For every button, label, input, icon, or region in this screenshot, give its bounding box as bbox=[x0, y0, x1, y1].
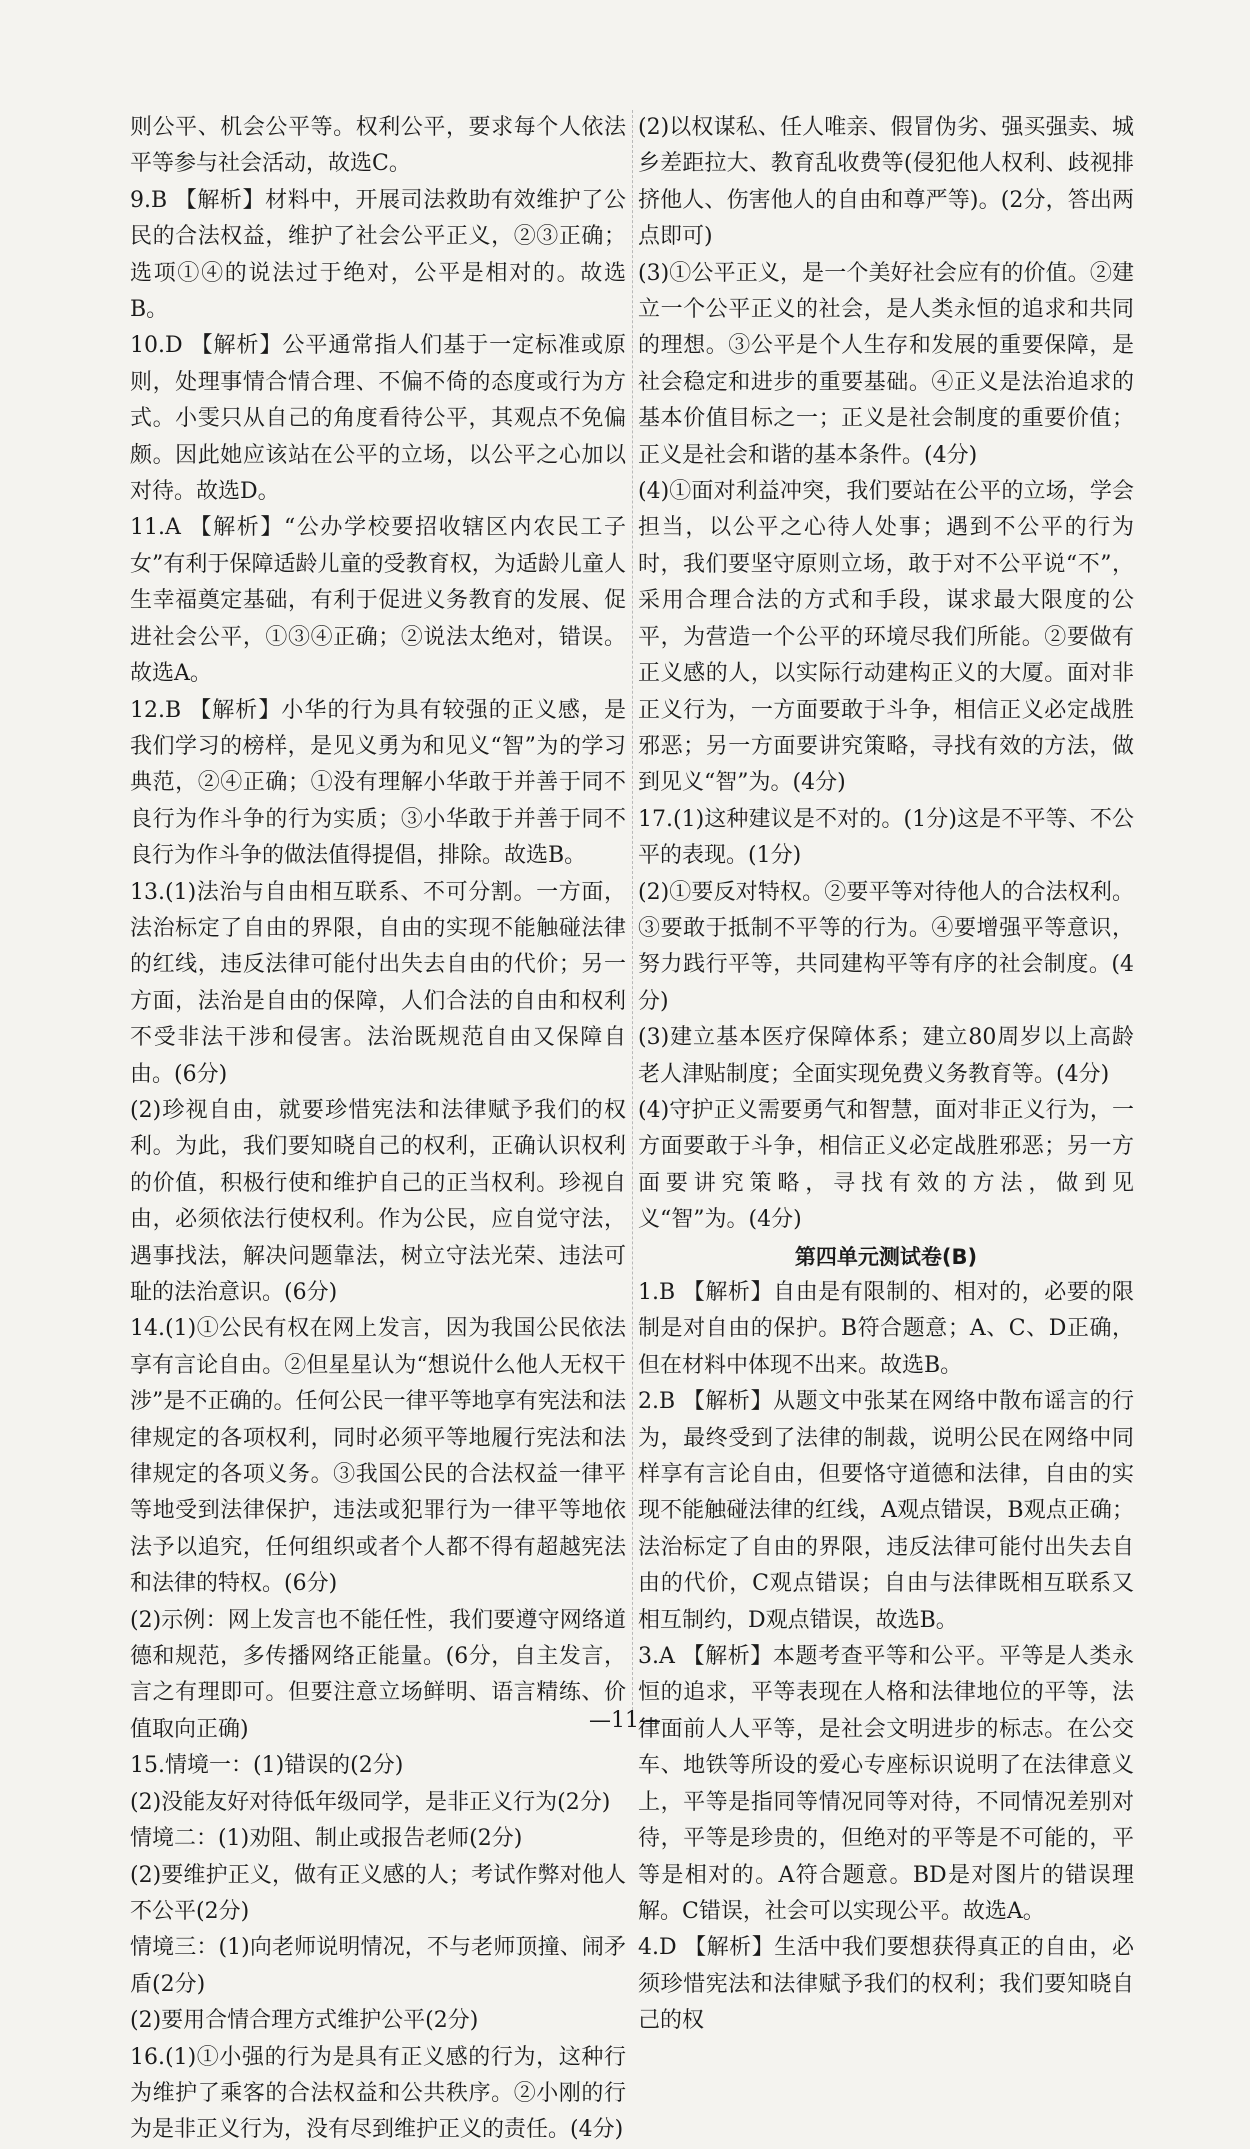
answer-9: 9.B 【解析】材料中，开展司法救助有效维护了公民的合法权益，维护了社会公平正义，②③正确；选项①④的说法过于绝对，公平是相对的。故选B。 bbox=[130, 187, 626, 323]
answer-15-scene3-1: 情境三：(1)向老师说明情况，不与老师顶撞、闹矛盾(2分) bbox=[130, 1935, 626, 1997]
answer-11: 11.A 【解析】“公办学校要招收辖区内农民工子女”有利于保障适龄儿童的受教育权，为适龄儿童人生幸福奠定基础，有利于促进义务教育的发展、促进社会公平，①③④正确；②说法太绝对，错误。故选A。 bbox=[130, 515, 626, 687]
answer-b-2: 2.B 【解析】从题文中张某在网络中散布谣言的行为，最终受到了法律的制裁，说明公民在网络中同样享有言论自由，但要恪守道德和法律，自由的实现不能触碰法律的红线，A观点错误，B观点正确；法治标定了自由的界限，违反法律可能付出失去自由的代价，C观点错误；自由与法律既相互联系又相互制约，D观点错误，故选B。 bbox=[638, 1389, 1134, 1633]
answer-12: 12.B 【解析】小华的行为具有较强的正义感，是我们学习的榜样，是见义勇为和见义“智”为的学习典范，②④正确；①没有理解小华敢于并善于同不良行为作斗争的行为实质；③小华敢于并善于同不良行为作斗争的做法值得提倡，排除。故选B。 bbox=[130, 697, 626, 869]
answer-b-1: 1.B 【解析】自由是有限制的、相对的，必要的限制是对自由的保护。B符合题意；A、C、D正确，但在材料中体现不出来。故选B。 bbox=[638, 1280, 1134, 1378]
answer-14-1: 14.(1)①公民有权在网上发言，因为我国公民依法享有言论自由。②但星星认为“想说什么他人无权干涉”是不正确的。任何公民一律平等地享有宪法和法律规定的各项权利，同时必须平等地履行宪法和法律规定的各项义务。③我国公民的合法权益一律平等地受到法律保护，违法或犯罪行为一律平等地依法予以追究，任何组织或者个人都不得有超越宪法和法律的特权。(6分) bbox=[130, 1316, 626, 1597]
answer-15-scene1-2: (2)没能友好对待低年级同学，是非正义行为(2分) bbox=[130, 1789, 611, 1815]
answer-15-scene3-2: (2)要用合情合理方式维护公平(2分) bbox=[130, 2008, 479, 2034]
answer-16-1: 16.(1)①小强的行为是具有正义感的行为，这种行为维护了乘客的合法权益和公共秩序。②小刚的行为是非正义行为，没有尽到维护正义的责任。(4分) bbox=[130, 2044, 626, 2143]
answer-17-4: (4)守护正义需要勇气和智慧，面对非正义行为，一方面要敢于斗争，相信正义必定战胜邪恶；另一方面要讲究策略，寻找有效的方法，做到见义“智”为。(4分) bbox=[638, 1097, 1134, 1233]
answer-17-2: (2)①要反对特权。②要平等对待他人的合法权利。③要敢于抵制不平等的行为。④要增强平等意识，努力践行平等，共同建构平等有序的社会制度。(4分) bbox=[638, 879, 1134, 1014]
answer-16-4: (4)①面对利益冲突，我们要站在公平的立场，学会担当，以公平之心待人处事；遇到不公平的行为时，我们要坚守原则立场，敢于对不公平说“不”，采用合理合法的方式和手段，谋求最大限度的公平，为营造一个公平的环境尽我们所能。②要做有正义感的人，以实际行动建构正义的大厦。面对非正义行为，一方面要敢于斗争，相信正义必定战胜邪恶；另一方面要讲究策略，寻找有效的方法，做到见义“智”为。(4分) bbox=[638, 479, 1134, 796]
answer-13-1: 13.(1)法治与自由相互联系、不可分割。一方面，法治标定了自由的界限，自由的实现不能触碰法律的红线，违反法律可能付出失去自由的代价；另一方面，法治是自由的保障，人们合法的自由和权利不受非法干涉和侵害。法治既规范自由又保障自由。(6分) bbox=[130, 879, 626, 1087]
answer-15-scene2-2: (2)要维护正义，做有正义感的人；考试作弊对他人不公平(2分) bbox=[130, 1862, 626, 1924]
answer-13-2: (2)珍视自由，就要珍惜宪法和法律赋予我们的权利。为此，我们要知晓自己的权利，正确认识权利的价值，积极行使和维护自己的正当权利。珍视自由，必须依法行使权利。作为公民，应自觉守法，遇事找法，解决问题靠法，树立守法光荣、违法可耻的法治意识。(6分) bbox=[130, 1097, 626, 1305]
right-column bbox=[638, 110, 1134, 2040]
answer-16-2: (2)以权谋私、任人唯亲、假冒伪劣、强买强卖、城乡差距拉大、教育乱收费等(侵犯他人权利、歧视排挤他人、伤害他人的自由和尊严等)。(2分，答出两点即可) bbox=[638, 115, 1134, 250]
answer-b-3: 3.A 【解析】本题考查平等和公平。平等是人类永恒的追求，平等表现在人格和法律地位的平等，法律面前人人平等，是社会文明进步的标志。在公交车、地铁等所设的爱心专座标识说明了在法律意义上，平等是指同等情况同等对待，不同情况差别对待，平等是珍贵的，但绝对的平等是不可能的，平等是相对的。A符合题意。BD是对图片的错误理解。C错误，社会可以实现公平。故选A。 bbox=[638, 1644, 1134, 1924]
answer-15-scene1-1: 15.情境一：(1)错误的(2分) bbox=[130, 1753, 404, 1779]
paragraph: 则公平、机会公平等。权利公平，要求每个人依法平等参与社会活动，故选C。 bbox=[130, 115, 626, 177]
answer-14-2: (2)示例：网上发言也不能任性，我们要遵守网络道德和规范，多传播网络正能量。(6分，自主发言，言之有理即可。但要注意立场鲜明、语言精练、价值取向正确) bbox=[130, 1607, 626, 1742]
answer-10: 10.D 【解析】公平通常指人们基于一定标准或原则，处理事情合情合理、不偏不倚的态度或行为方式。小雯只从自己的角度看待公平，其观点不免偏颇。因此她应该站在公平的立场，以公平之心加以对待。故选D。 bbox=[130, 333, 626, 505]
answer-17-1: 17.(1)这种建议是不对的。(1分)这是不平等、不公平的表现。(1分) bbox=[638, 806, 1134, 869]
column-divider bbox=[632, 110, 633, 1710]
section-heading: 第四单元测试卷(B) bbox=[794, 1244, 978, 1269]
left-column bbox=[130, 110, 626, 2149]
answer-b-4: 4.D 【解析】生活中我们要想获得真正的自由，必须珍惜宪法和法律赋予我们的权利；我们要知晓自己的权 bbox=[638, 1935, 1134, 2034]
answer-15-scene2-1: 情境二：(1)劝阻、制止或报告老师(2分) bbox=[130, 1826, 523, 1852]
answer-17-3: (3)建立基本医疗保障体系；建立80周岁以上高龄老人津贴制度；全面实现免费义务教育等。(4分) bbox=[638, 1025, 1134, 1087]
answer-16-3: (3)①公平正义，是一个美好社会应有的价值。②建立一个公平正义的社会，是人类永恒的追求和共同的理想。③公平是个人生存和发展的重要保障，是社会稳定和进步的重要基础。④正义是法治追求的基本价值目标之一；正义是社会制度的重要价值；正义是社会和谐的基本条件。(4分) bbox=[638, 260, 1134, 468]
page-number: —11— bbox=[589, 1708, 661, 1733]
